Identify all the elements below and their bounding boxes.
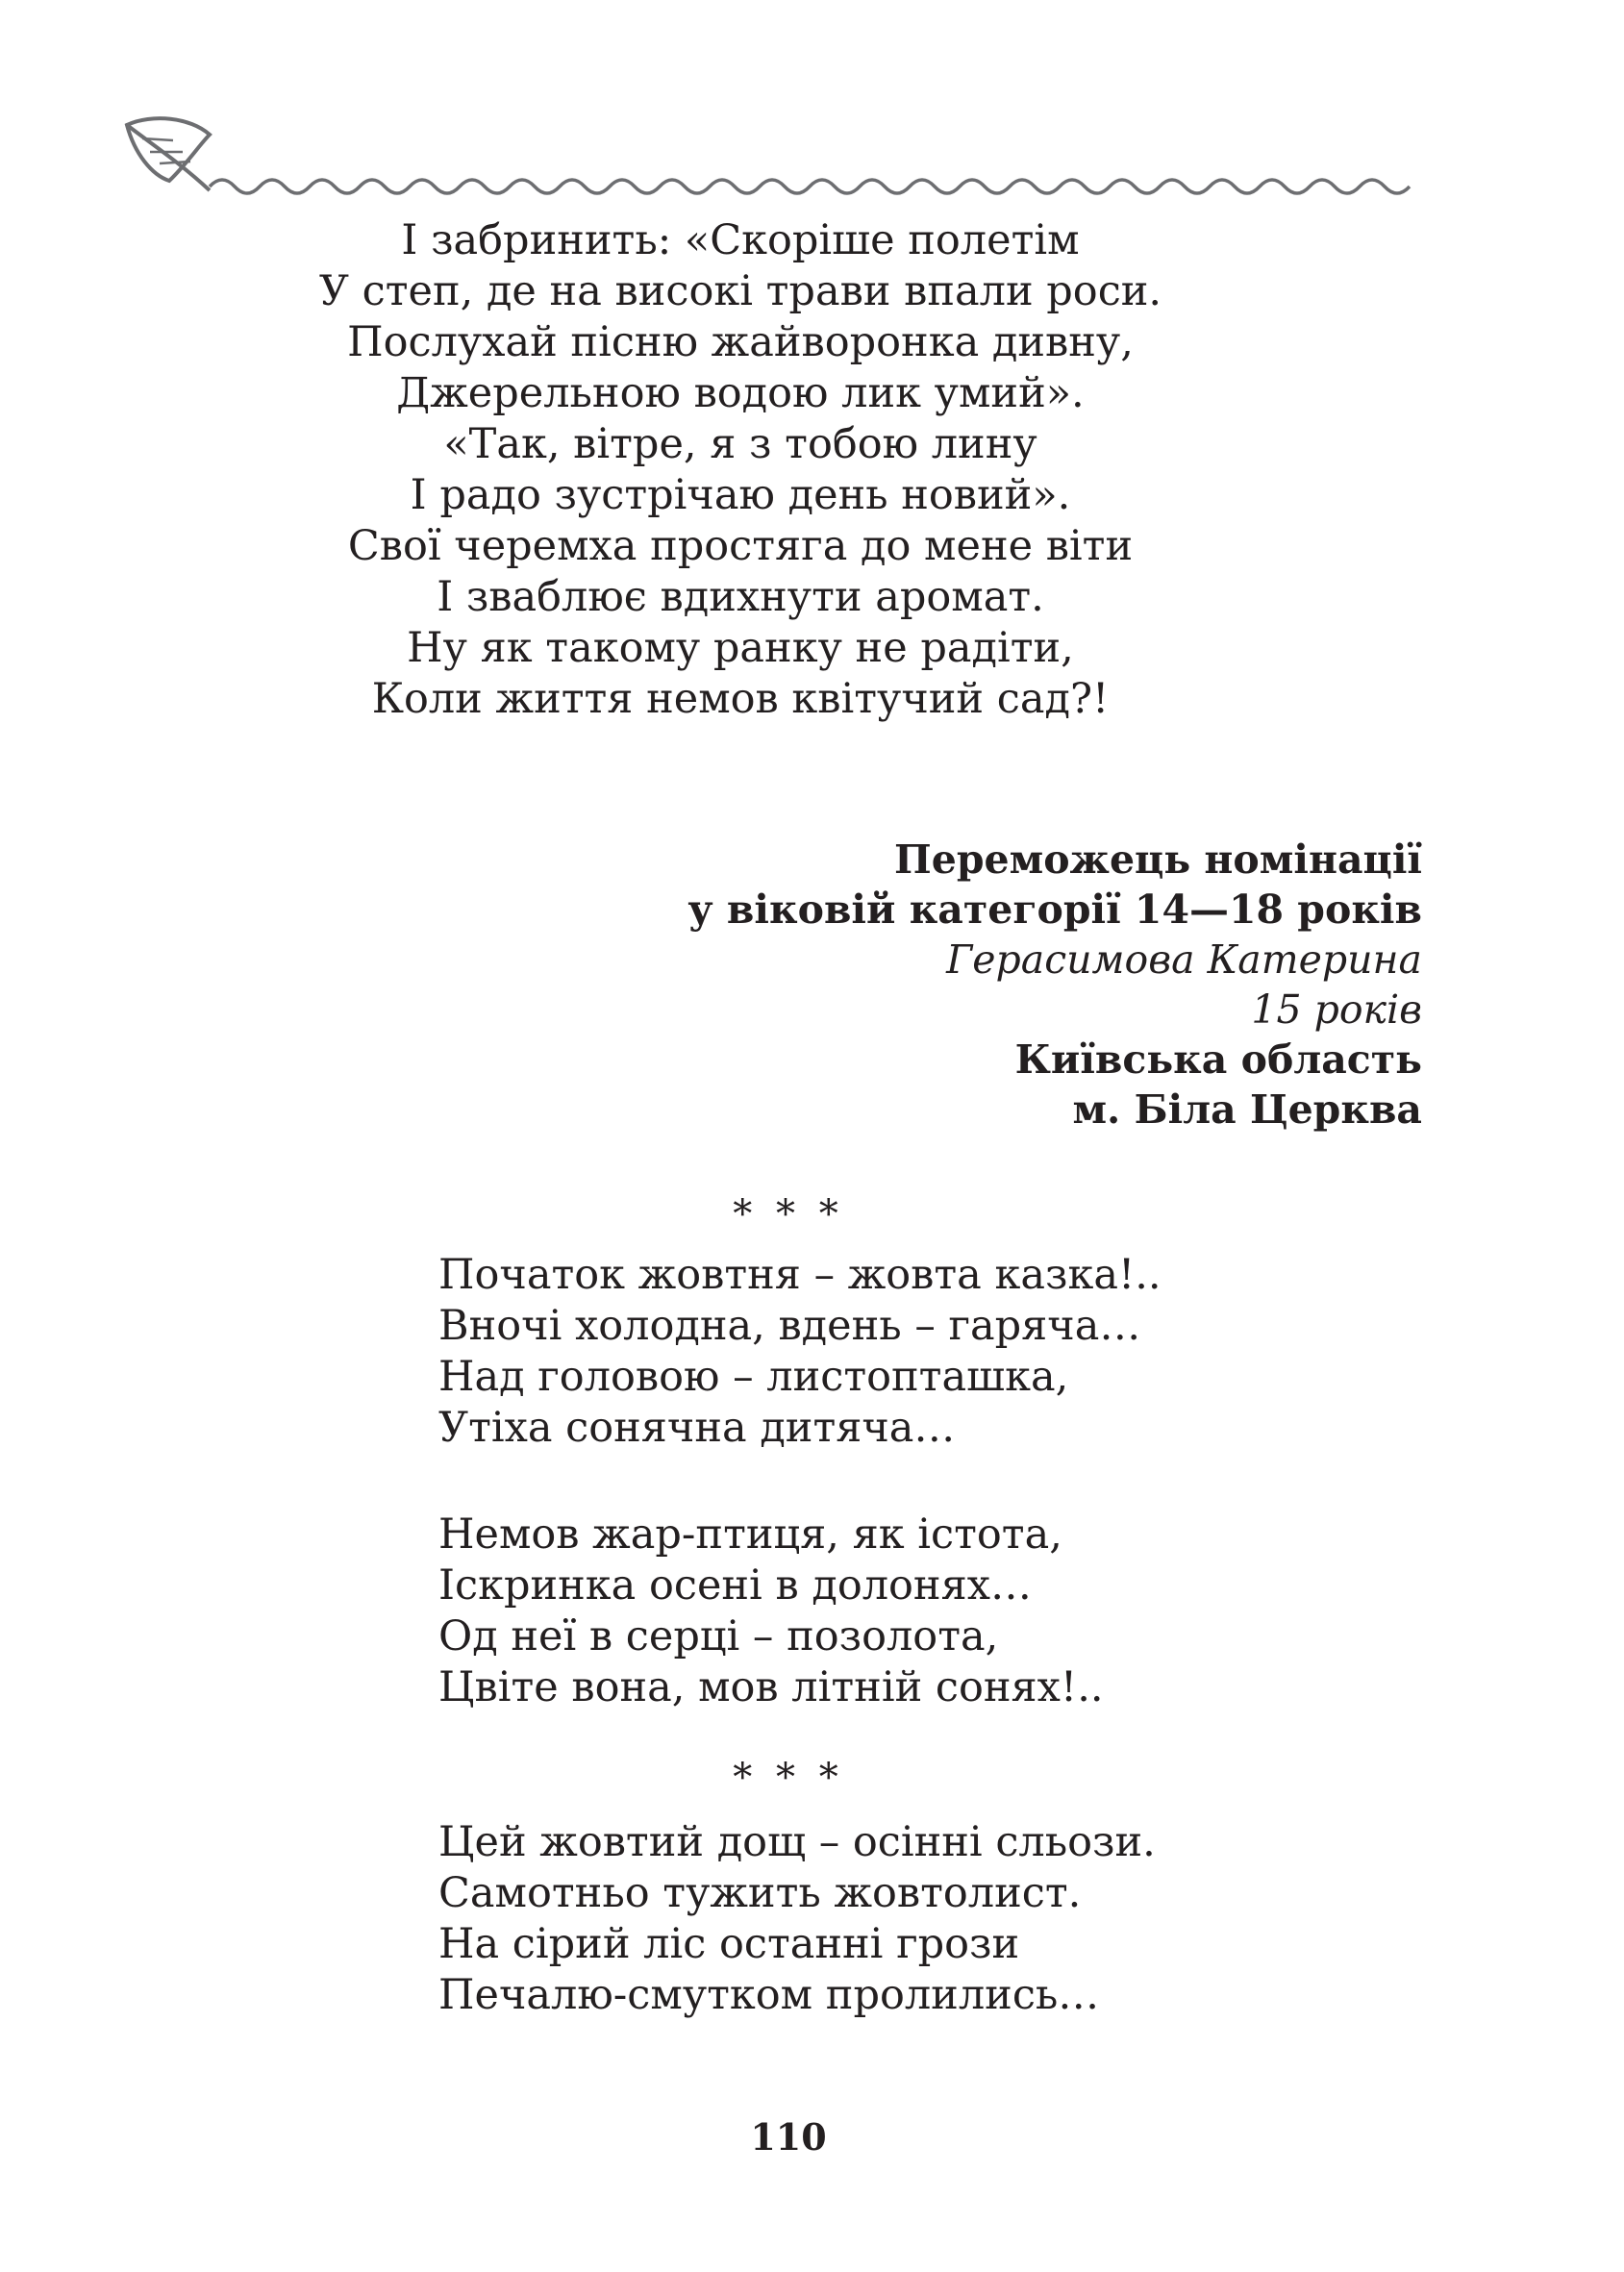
separator-stars: * * *	[733, 1192, 844, 1236]
author-region: Київська область	[1014, 1036, 1422, 1083]
poem-top	[288, 215, 1192, 725]
poem-one-stanza-1	[438, 1250, 1162, 1454]
poem-line: Самотньо тужить жовтолист.	[438, 1869, 1082, 1917]
poem-line: Джерельною водою лик умий».	[396, 369, 1085, 417]
poem-line: І забринить: «Скоріше полетім	[401, 216, 1080, 264]
feather-icon	[127, 118, 210, 190]
poem-line: І радо зустрічаю день новий».	[410, 471, 1071, 519]
poem-line: Ну як такому ранку не радіти,	[407, 624, 1074, 672]
poem-line: Печалю-смутком пролились…	[438, 1971, 1100, 2019]
poem-line: Цвіте вона, мов літній сонях!..	[438, 1663, 1104, 1711]
wavy-divider	[210, 180, 1410, 193]
poem-two-stanza-1	[438, 1817, 1156, 2021]
poem-line: Коли життя немов квітучий сад?!	[371, 675, 1110, 723]
author-city: м. Біла Церква	[1072, 1086, 1422, 1133]
poem-line: Над головою – листопташка,	[438, 1353, 1069, 1401]
poem-line: І зваблює вдихнути аромат.	[437, 573, 1044, 621]
poem-line: Немов жар-птиця, як істота,	[438, 1511, 1062, 1559]
separator-stars: * * *	[733, 1756, 844, 1800]
poem-line: Іскринка осені в долонях…	[438, 1561, 1032, 1610]
author-name: Герасимова Катерина	[946, 936, 1422, 983]
poem-line: Початок жовтня – жовта казка!..	[438, 1251, 1162, 1299]
award-block	[687, 835, 1422, 1135]
poem-line: Цей жовтий дощ – осінні сльози.	[438, 1818, 1156, 1866]
poem-line: Послухай пісню жайворонка дивну,	[347, 318, 1134, 366]
poem-line: Утіха сонячна дитяча…	[438, 1404, 956, 1452]
poem-line: У степ, де на високі трави впали роси.	[318, 267, 1162, 315]
poem-line: Свої черемха простяга до мене віти	[347, 522, 1134, 570]
poem-line: Вночі холодна, вдень – гаряча…	[438, 1302, 1141, 1350]
award-category: у віковій категорії 14—18 років	[687, 886, 1422, 933]
poem-line: На сірий ліс останні грози	[438, 1920, 1020, 1968]
page-number: 110	[750, 2115, 827, 2159]
award-title: Переможець номінації	[894, 836, 1422, 883]
poem-one-stanza-2	[438, 1510, 1104, 1713]
author-age: 15 років	[1251, 986, 1422, 1033]
header-ornament	[113, 106, 1431, 202]
poem-line: Од неї в серці – позолота,	[438, 1612, 999, 1660]
poem-line: «Так, вітре, я з тобою лину	[443, 420, 1037, 468]
